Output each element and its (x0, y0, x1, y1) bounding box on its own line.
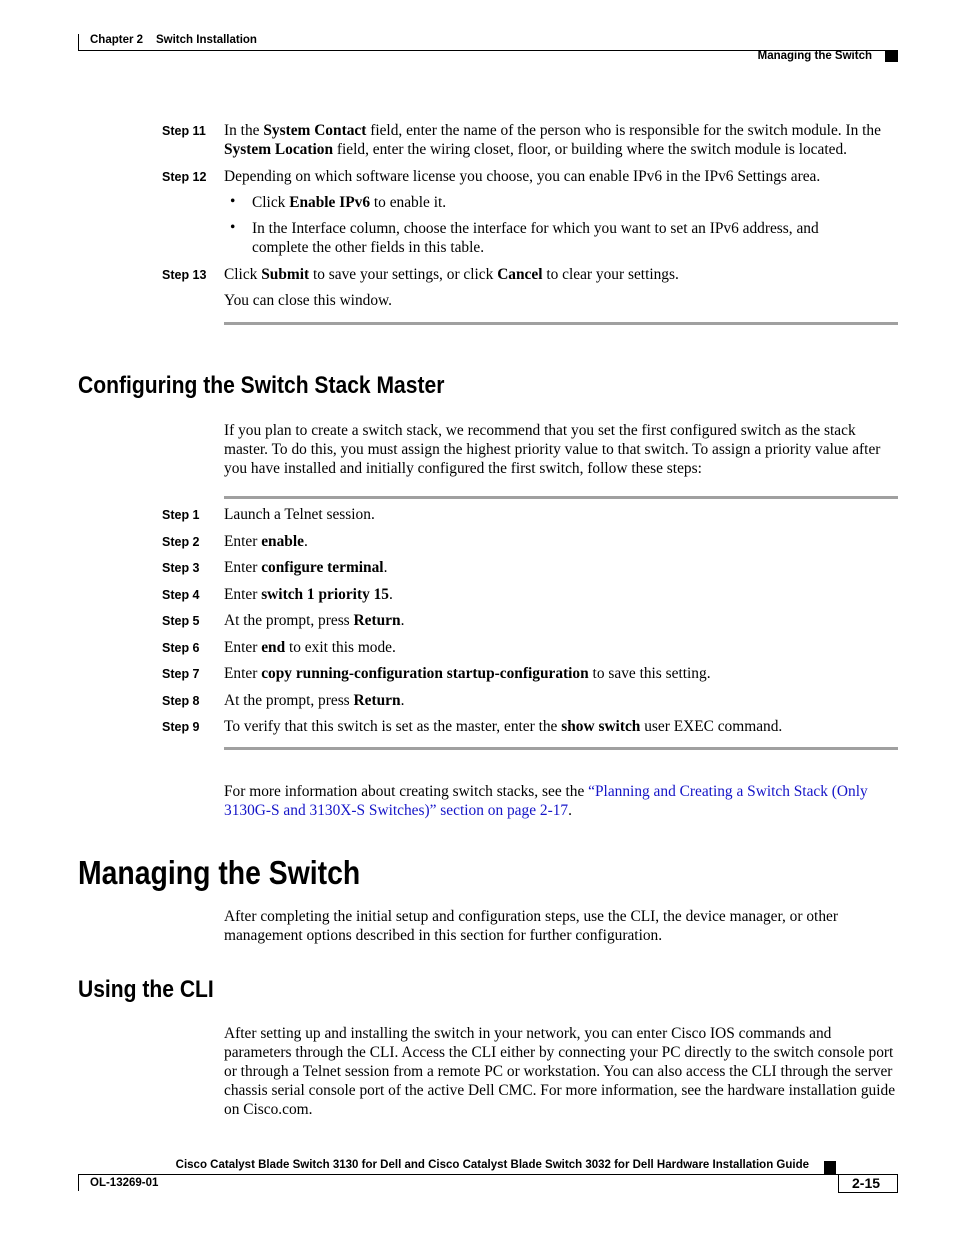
step-text: Enter switch 1 priority 15. (224, 585, 393, 603)
footer-guide-title: Cisco Catalyst Blade Switch 3130 for Dell and Cisco Catalyst Blade Switch 3032 for Dell Hardware Installation Guide (175, 1159, 809, 1171)
header-left-bar (78, 34, 79, 51)
step-label: Step 6 (162, 640, 200, 655)
step-text: At the prompt, press Return. (224, 691, 405, 709)
bullet-dot: • (230, 193, 236, 210)
step-note: You can close this window. (224, 292, 393, 309)
procedure-start-rule (224, 496, 898, 499)
section-text: After completing the initial setup and configuration steps, use the CLI, the device manager, or other management options described in this section for further configuration. (224, 908, 838, 944)
more-info-text: For more information about creating switch stacks, see the “Planning and Creating a Switch Stack (Only 3130G-S and 3130X-S Switches)” section on page 2-17. (224, 783, 868, 819)
section-heading: Configuring the Switch Stack Master (78, 372, 445, 399)
step-label: Step 5 (162, 614, 200, 628)
step-text: In the System Contact field, enter the name of the person who is responsible for the switch module. In the System Location field, enter the wiring closet, floor, or building where the switch module is located. (224, 122, 881, 158)
step-text: Depending on which software license you choose, you can enable IPv6 in the IPv6 Settings area. (224, 168, 821, 185)
step-text: Enter copy running-configuration startup-configuration to save this setting. (224, 665, 711, 682)
step-text: Launch a Telnet session. (224, 506, 375, 523)
bullet-text: In the Interface column, choose the interface for which you want to set an IPv6 address, and complete the other fields in this table. (252, 220, 819, 256)
step-text: At the prompt, press Return. (224, 612, 405, 629)
step-text: Enter configure terminal. (224, 559, 388, 576)
chapter-section-heading: Managing the Switch (78, 854, 361, 891)
cross-reference-link[interactable]: “Planning and Creating a Switch Stack (Only 3130G-S and 3130X-S Switches)” section on page 2-17 (224, 783, 868, 819)
step-text: To verify that this switch is set as the master, enter the show switch user EXEC command. (224, 718, 783, 735)
footer-marker (824, 1161, 836, 1174)
step-label: Step 3 (162, 561, 200, 575)
header-chapter: Chapter 2 (90, 34, 144, 46)
footer-page-number: 2-15 (852, 1175, 881, 1191)
section-heading: Using the CLI (78, 976, 214, 1003)
step-label: Step 9 (162, 720, 200, 734)
header-marker (885, 50, 898, 62)
header-chapter-title: Switch Installation (156, 34, 257, 46)
section-intro: If you plan to create a switch stack, we recommend that you set the first configured switch as the stack master. To do this, you must assign the highest priority value to that switch. To assign a priority value after you have installed and initially configured the first switch, follow these steps: (224, 422, 881, 477)
header-section: Managing the Switch (757, 50, 872, 62)
step-text: Enter enable. (224, 532, 308, 550)
procedure-end-rule (224, 322, 898, 325)
section-text: After setting up and installing the switch in your network, you can enter Cisco IOS commands and parameters through the CLI. Access the CLI either by connecting your PC directly to the switch console port or through a Telnet session from a remote PC or workstation. You can also access the CLI through the server chassis serial console port of the active Dell CMC. For more information, see the hardware installation guide on Cisco.com. (224, 1025, 896, 1118)
footer-doc-number: OL-13269-01 (90, 1177, 159, 1189)
step-label: Step 12 (162, 170, 207, 184)
bullet-text: Click Enable IPv6 to enable it. (252, 194, 447, 211)
step-label: Step 11 (162, 124, 206, 138)
bullet-dot: • (230, 219, 236, 236)
step-label: Step 2 (162, 534, 200, 549)
step-text: Click Submit to save your settings, or click Cancel to clear your settings. (224, 266, 679, 283)
step-text: Enter end to exit this mode. (224, 638, 396, 656)
footer-left-bar (78, 1174, 79, 1191)
procedure-end-rule (224, 747, 898, 750)
footer-rule (78, 1174, 898, 1175)
step-label: Step 4 (162, 587, 200, 602)
step-label: Step 8 (162, 693, 200, 708)
step-label: Step 7 (162, 667, 200, 681)
step-label: Step 1 (162, 508, 200, 522)
step-label: Step 13 (162, 268, 207, 282)
